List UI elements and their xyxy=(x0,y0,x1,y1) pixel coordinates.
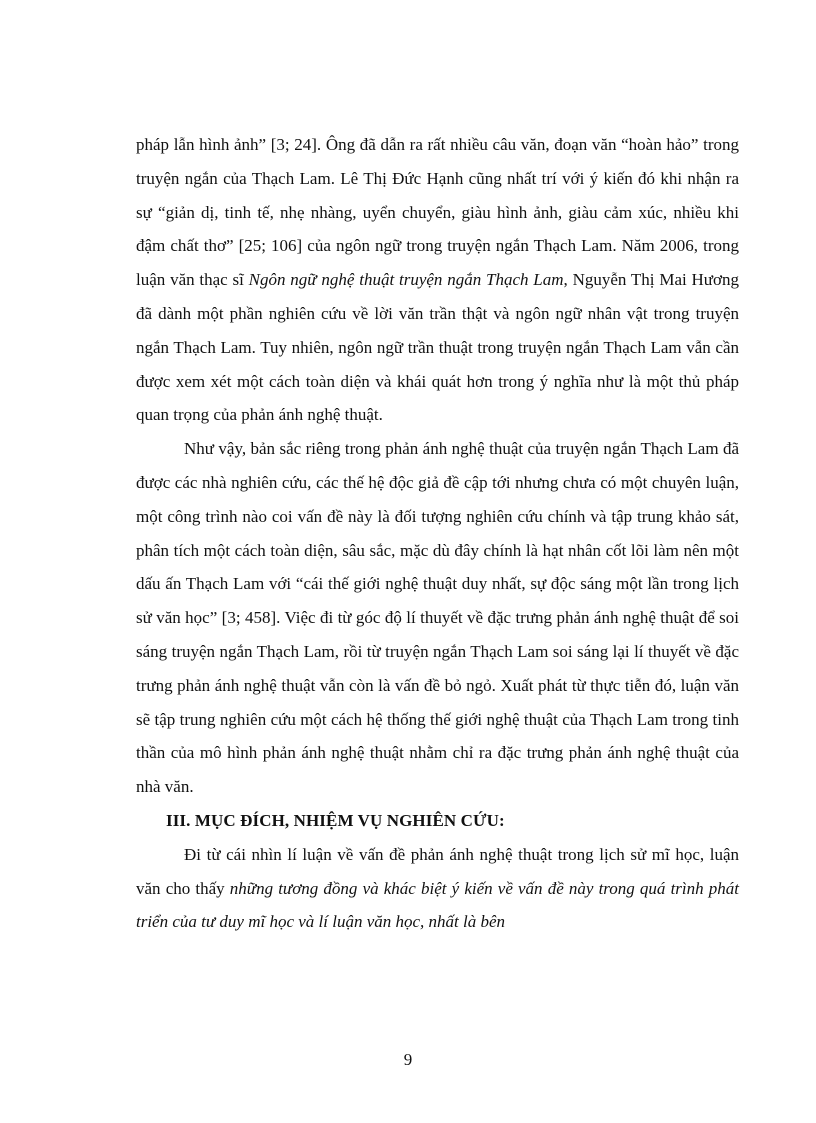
text-run: pháp lẫn hình ảnh” [3; 24]. Ông đã dẫn ra rất nhiều câu văn, đoạn văn “hoàn hảo” trong truyện ngắn của Thạch Lam. Lê Thị Đức Hạnh cũng nhất trí với ý kiến đó khi nhận ra sự “giản dị, tinh tế, nhẹ nhàng, uyển chuyển, giàu hình ảnh, giàu cảm xúc, nhiều khi đậm chất thơ” [25; 106] của ngôn ngữ trong truyện ngắn Thạch Lam. Năm 2006, trong luận văn thạc sĩ xyxy=(136,135,739,290)
italic-title: Ngôn ngữ nghệ thuật truyện ngắn Thạch Lam xyxy=(248,270,564,290)
text-run: , Nguyễn Thị Mai Hương đã dành một phần nghiên cứu về lời văn trần thật và ngôn ngữ nhân vật trong truyện ngắn Thạch Lam. Tuy nhiên, ngôn ngữ trần thuật trong truyện ngắn Thạch Lam vẫn cần được xem xét một cách toàn diện và khái quát hơn trong ý nghĩa như là một thủ pháp quan trọng của phản ánh nghệ thuật. xyxy=(136,270,739,425)
paragraph-3 xyxy=(136,838,739,939)
paragraph-1 xyxy=(136,128,739,432)
text-run: Như vậy, bản sắc riêng trong phản ánh nghệ thuật của truyện ngắn Thạch Lam đã được các nhà nghiên cứu, các thế hệ độc giả đề cập tới nhưng chưa có một chuyên luận, một công trình nào coi vấn đề này là đối tượng nghiên cứu chính và tập trung khảo sát, phân tích một cách toàn diện, sâu sắc, mặc dù đây chính là hạt nhân cốt lõi làm nên một dấu ấn Thạch Lam với “cái thế giới nghệ thuật duy nhất, sự độc sáng một lần trong lịch sử văn học” [3; 458]. Việc đi từ góc độ lí thuyết về đặc trưng phản ánh nghệ thuật để soi sáng truyện ngắn Thạch Lam, rồi từ truyện ngắn Thạch Lam soi sáng lại lí thuyết về đặc trưng phản ánh nghệ thuật vẫn còn là vấn đề bỏ ngỏ. Xuất phát từ thực tiễn đó, luận văn sẽ tập trung nghiên cứu một cách hệ thống thế giới nghệ thuật của Thạch Lam trong tinh thần của mô hình phản ánh nghệ thuật nhằm chỉ ra đặc trưng phản ánh nghệ thuật của nhà văn. xyxy=(136,439,739,797)
document-body xyxy=(136,128,739,939)
italic-text-run: những tương đồng và khác biệt ý kiến về vấn đề này trong quá trình phát triển của tư duy mĩ học và lí luận văn học, nhất là bên xyxy=(136,878,739,932)
paragraph-2 xyxy=(136,432,739,804)
text-run: Đi từ cái nhìn lí luận về vấn đề phản ánh nghệ thuật trong lịch sử mĩ học, luận văn cho thấy xyxy=(136,844,739,898)
page-number: 9 xyxy=(403,1050,413,1069)
section-heading: III. MỤC ĐÍCH, NHIỆM VỤ NGHIÊN CỨU: xyxy=(166,810,505,830)
